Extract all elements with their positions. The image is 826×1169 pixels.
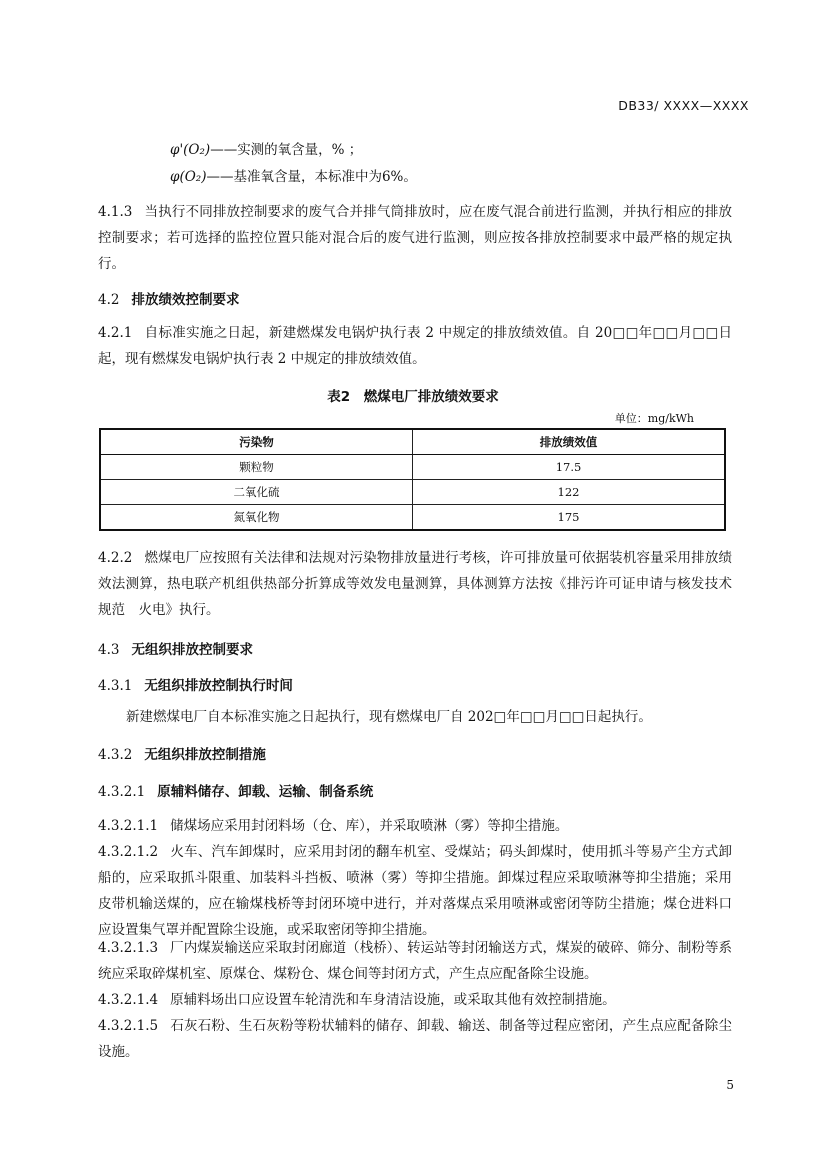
section-number: 4.3.1 <box>98 678 133 694</box>
clause-text: 自标准实施之日起，新建燃煤发电锅炉执行表 2 中规定的排放绩效值。自 20□□年□□月□□日起，现有燃煤发电锅炉执行表 2 中规定的排放绩效值。 <box>98 325 732 367</box>
section-heading-4-3-2 <box>98 743 266 763</box>
clause-text: 当执行不同排放控制要求的废气合并排气筒排放时，应在废气混合前进行监测，并执行相应的排放控制要求；若可选择的监控位置只能对混合后的废气进行监测，则应按各排放控制要求中最严格的规定执行。 <box>98 204 732 272</box>
section-heading-4-2 <box>98 288 239 308</box>
section-heading-4-3-2-1 <box>98 780 373 800</box>
pollutant-cell: 颗粒物 <box>100 455 413 480</box>
clause-number: 4.3.2.1.1 <box>98 818 159 834</box>
formula-symbol: φ(O₂) <box>170 169 207 185</box>
clause-number: 4.1.3 <box>98 204 133 220</box>
table-unit: 单位：mg/kWh <box>614 412 694 425</box>
table-row <box>100 480 725 505</box>
table-row <box>100 455 725 480</box>
section-number: 4.3.2.1 <box>98 784 146 800</box>
value-cell: 17.5 <box>413 455 726 480</box>
section-title: 无组织排放控制措施 <box>144 747 266 763</box>
clause-4-3-2-1-3 <box>98 935 732 987</box>
formula-symbol: φ'(O₂) <box>170 142 211 158</box>
clause-4-3-2-1-1 <box>98 813 732 839</box>
clause-text: 燃煤电厂应按照有关法律和法规对污染物排放量进行考核，许可排放量可依据装机容量采用排放绩效法测算，热电联产机组供热部分折算成等效发电量测算，具体测算方法按《排污许可证申请与核发技术规范 火电》执行。 <box>98 550 732 618</box>
formula-description: ——基准氧含量，本标准中为6%。 <box>206 169 417 185</box>
clause-4-3-2-1-2 <box>98 839 732 943</box>
formula-description: ——实测的氧含量，% ； <box>210 142 363 158</box>
section-number: 4.3.2 <box>98 747 133 763</box>
clause-4-2-2 <box>98 545 732 623</box>
formula-reference-oxygen <box>170 165 417 185</box>
clause-number: 4.3.2.1.2 <box>98 844 159 860</box>
pollutant-cell: 二氧化硫 <box>100 480 413 505</box>
section-title: 原辅料储存、卸载、运输、制备系统 <box>157 784 374 800</box>
value-cell: 175 <box>413 505 726 531</box>
clause-text: 原辅料场出口应设置车轮清洗和车身清洁设施，或采取其他有效控制措施。 <box>170 992 616 1008</box>
clause-text: 火车、汽车卸煤时，应采用封闭的翻车机室、受煤站；码头卸煤时，使用抓斗等易产尘方式卸船的，应采取抓斗限重、加装料斗挡板、喷淋（雾）等抑尘措施。卸煤过程应采取喷淋等抑尘措施；采用皮带机输送煤的，应在输煤栈桥等封闭环境中进行，并对落煤点采用喷淋或密闭等防尘措施；煤仓进料口应设置集气罩并配置除尘设施，或采取密闭等抑尘措施。 <box>98 844 732 938</box>
clause-text: 储煤场应采用封闭料场（仓、库），并采取喷淋（雾）等抑尘措施。 <box>170 818 569 834</box>
section-title: 无组织排放控制要求 <box>131 642 253 658</box>
section-number: 4.2 <box>98 292 120 308</box>
clause-4-3-2-1-5 <box>98 1013 732 1065</box>
column-header-pollutant: 污染物 <box>100 429 413 455</box>
section-title: 排放绩效控制要求 <box>131 292 240 308</box>
section-heading-4-3-1 <box>98 674 293 694</box>
value-cell: 122 <box>413 480 726 505</box>
clause-number: 4.3.2.1.5 <box>98 1018 159 1034</box>
pollutant-cell: 氮氧化物 <box>100 505 413 531</box>
section-heading-4-3 <box>98 638 253 658</box>
table-row <box>100 505 725 531</box>
clause-4-1-3 <box>98 199 732 277</box>
clause-4-3-2-1-4 <box>98 987 732 1013</box>
clause-number: 4.2.1 <box>98 325 133 341</box>
page-number: 5 <box>726 1078 734 1092</box>
table-title: 表2 燃煤电厂排放绩效要求 <box>327 389 499 405</box>
clause-4-2-1 <box>98 320 732 372</box>
clause-number: 4.2.2 <box>98 550 133 566</box>
clause-4-3-1-body: 新建燃煤电厂自本标准实施之日起执行，现有燃煤电厂自 202□年□□月□□日起执行。 <box>126 709 652 725</box>
document-code: DB33/ XXXX—XXXX <box>618 98 749 113</box>
section-number: 4.3 <box>98 642 120 658</box>
table-header-row <box>100 429 725 455</box>
column-header-value: 排放绩效值 <box>413 429 726 455</box>
clause-text: 石灰石粉、生石灰粉等粉状辅料的储存、卸载、输送、制备等过程应密闭，产生点应配备除尘设施。 <box>98 1018 732 1060</box>
clause-text: 厂内煤炭输送应采取封闭廊道（栈桥）、转运站等封闭输送方式，煤炭的破碎、筛分、制粉等系统应采取碎煤机室、原煤仓、煤粉仓、煤仓间等封闭方式，产生点应配备除尘设施。 <box>98 940 732 982</box>
emission-performance-table <box>99 428 726 531</box>
clause-number: 4.3.2.1.4 <box>98 992 159 1008</box>
clause-number: 4.3.2.1.3 <box>98 940 159 956</box>
section-title: 无组织排放控制执行时间 <box>144 678 293 694</box>
formula-measured-oxygen <box>170 138 362 158</box>
